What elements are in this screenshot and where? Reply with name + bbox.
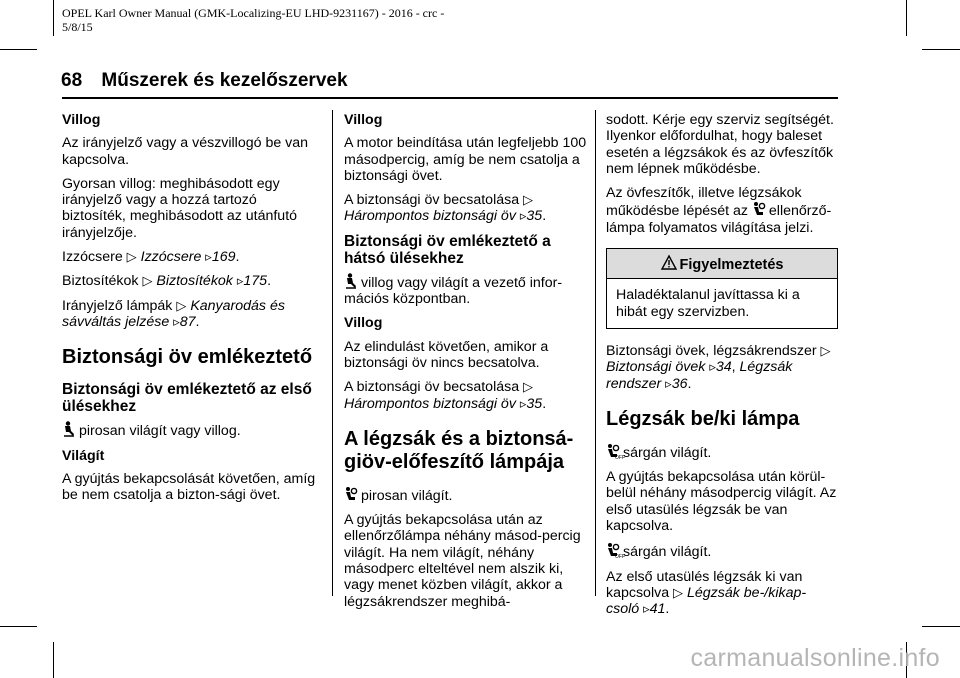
paragraph: pirosan világít vagy villog. — [62, 421, 324, 439]
reference-link[interactable]: Kanyarodás és sávváltás jelzése — [62, 297, 285, 330]
paragraph: OFF sárgán világít. — [606, 443, 838, 461]
cross-reference: Biztonsági övek, légzsákrendszer ▷ Biztonsági övek ▹34, Légzsák rendszer ▹36. — [606, 342, 831, 392]
meta-line: OPEL Karl Owner Manual (GMK-Localizing-EU LHD-9231167) - 2016 - crc - — [62, 6, 445, 20]
paragraph: A gyújtás bekapcsolása után körül-belül néhány másodpercig világít. Az első utasülés légzsák be van kapcsolva. — [606, 469, 837, 535]
paragraph: Az irányjelző vagy a vészvillogó be van kapcsolva. — [62, 135, 309, 168]
reference-arrow-icon: ▷ — [523, 192, 534, 208]
warning-header — [607, 249, 837, 279]
page-arrow-icon: ▹ — [236, 273, 244, 289]
page-arrow-icon: ▹ — [205, 249, 212, 265]
paragraph: Gyorsan villog: meghibásodott egy irányjelző vagy a hozzá tartozó biztosíték, meghibásodott az utánfutó irányjelzője. — [62, 175, 298, 241]
crop-mark — [922, 626, 960, 627]
crop-mark — [906, 0, 907, 36]
paragraph: pirosan világít. — [344, 486, 588, 504]
reference-arrow-icon: ▷ — [142, 273, 153, 289]
reference-page[interactable]: 41 — [649, 601, 666, 618]
reference-page[interactable]: 36 — [671, 375, 688, 392]
watermark: carmanualsonline.info — [690, 644, 940, 672]
paragraph: sodott. Kérje egy szerviz segítségét. Ilyenkor előfordulhat, hogy baleset esetén a légzsákok és az övfeszítők nem lépnek működésbe. — [606, 112, 834, 177]
reference-arrow-icon: ▷ — [673, 584, 684, 600]
paragraph: A gyújtás bekapcsolása után az ellenőrzőlámpa néhány másod-percig világít. Ha nem világít, néhány másodperc elteltével nem alszik ki, vagy menet közben világít, akkor a légzsákrendszer meghibá- — [344, 512, 581, 610]
airbag-off-icon — [606, 542, 625, 561]
crop-mark — [0, 626, 37, 627]
cross-reference: A biztonsági öv becsatolása ▷ Hárompontos biztonsági öv ▹35. — [344, 379, 547, 412]
paragraph: Az övfeszítők, illetve légzsákok működésbe lépését az ellenőrző-lámpa folyamatos világítása jelzi. — [606, 185, 832, 236]
crop-mark — [53, 642, 54, 678]
cross-reference: Biztosítékok ▷ Biztosítékok ▹175. — [62, 273, 272, 290]
airbag-icon — [344, 486, 358, 502]
subsection-heading: Biztonsági öv emlékeztető a hátsó ülésekhez — [344, 232, 551, 267]
label-villog: Villog — [62, 112, 101, 128]
airbag-icon — [752, 201, 766, 217]
meta-line: 5/8/15 — [62, 20, 93, 34]
crop-mark — [922, 49, 960, 50]
reference-page[interactable]: 87 — [179, 313, 196, 330]
svg-text:OFF: OFF — [615, 554, 625, 561]
document-meta — [62, 6, 582, 34]
svg-text:OFF: OFF — [615, 454, 625, 461]
section-heading: Biztonsági öv emlékeztető — [62, 346, 313, 369]
label-vilagit: Világít — [62, 447, 105, 464]
reference-arrow-icon: ▷ — [176, 297, 187, 313]
label-villog: Villog — [344, 112, 383, 128]
section-heading: Légzsák be/ki lámpa — [606, 407, 800, 430]
page-arrow-icon: ▹ — [173, 313, 180, 329]
reference-arrow-icon: ▷ — [523, 379, 534, 395]
crop-mark — [0, 49, 37, 50]
crop-mark — [53, 0, 54, 36]
cross-reference: Irányjelző lámpák ▷ Kanyarodás és sávváltás jelzése ▹87. — [62, 297, 285, 330]
reference-arrow-icon: ▷ — [126, 249, 137, 265]
warning-body: Haladéktalanul javíttassa ki a hibát egy szervizben. — [616, 287, 800, 320]
page-arrow-icon: ▹ — [519, 395, 527, 411]
reference-page[interactable]: 35 — [526, 395, 543, 412]
column-divider — [332, 110, 333, 596]
seatbelt-reminder-icon — [344, 273, 358, 289]
page-header — [61, 70, 348, 92]
reference-link[interactable]: Hárompontos biztonsági öv — [344, 208, 516, 225]
paragraph: A gyújtás bekapcsolását követően, amíg be nem csatolja a bizton-sági övet. — [62, 470, 316, 504]
page-arrow-icon: ▹ — [709, 359, 716, 375]
column-3 — [606, 112, 838, 626]
page-arrow-icon: ▹ — [665, 375, 672, 391]
reference-arrow-icon: ▷ — [820, 342, 831, 358]
reference-page[interactable]: 169 — [211, 249, 236, 266]
cross-reference: A biztonsági öv becsatolása ▷ Hárompontos biztonsági öv ▹35. — [344, 192, 547, 225]
airbag-off-icon — [606, 443, 625, 461]
reference-page[interactable]: 175 — [243, 273, 268, 290]
column-2 — [344, 112, 588, 618]
paragraph: Az elindulást követően, amikor a biztonsági öv nincs becsatolva. — [344, 338, 549, 371]
label-villog: Villog — [344, 315, 383, 332]
reference-link[interactable]: Hárompontos biztonsági öv — [344, 395, 516, 412]
cross-reference: Az első utasülés légzsák ki van kapcsolva ▷ Légzsák be-/kikap-csoló ▹41. — [606, 568, 807, 618]
warning-triangle-icon — [661, 255, 677, 271]
column-divider — [595, 110, 596, 596]
reference-link[interactable]: Légzsák rendszer — [606, 359, 793, 392]
cross-reference: Izzócsere ▷ Izzócsere ▹169. — [62, 249, 240, 266]
section-title: Műszerek és kezelőszervek — [101, 70, 348, 91]
warning-title: Figyelmeztetés — [679, 257, 784, 274]
reference-link[interactable]: Biztosítékok — [156, 273, 233, 290]
page-arrow-icon: ▹ — [643, 601, 650, 617]
subsection-heading: Biztonsági öv emlékeztető az első ülésekhez — [62, 381, 312, 416]
reference-link[interactable]: Biztonsági övek — [606, 359, 706, 376]
reference-page[interactable]: 35 — [526, 208, 543, 225]
reference-page[interactable]: 34 — [715, 359, 732, 376]
reference-link[interactable]: Izzócsere — [140, 249, 202, 266]
section-heading: A légzsák és a biztonsá-giöv-előfeszítő lámpája — [344, 427, 574, 473]
paragraph: OFF sárgán világít. — [606, 542, 838, 560]
page-number: 68 — [61, 70, 83, 91]
reference-link[interactable]: Légzsák be-/kikap-csoló — [606, 584, 807, 618]
paragraph: villog vagy világít a vezető infor-mációs központban. — [344, 274, 563, 308]
page-arrow-icon: ▹ — [519, 208, 527, 224]
warning-box — [606, 248, 838, 329]
column-1 — [62, 112, 324, 511]
paragraph: A motor beindítása után legfeljebb 100 másodpercig, amíg be nem csatolja a biztonsági övet. — [344, 135, 587, 184]
seatbelt-reminder-icon — [62, 421, 76, 437]
header-rule — [62, 97, 838, 99]
